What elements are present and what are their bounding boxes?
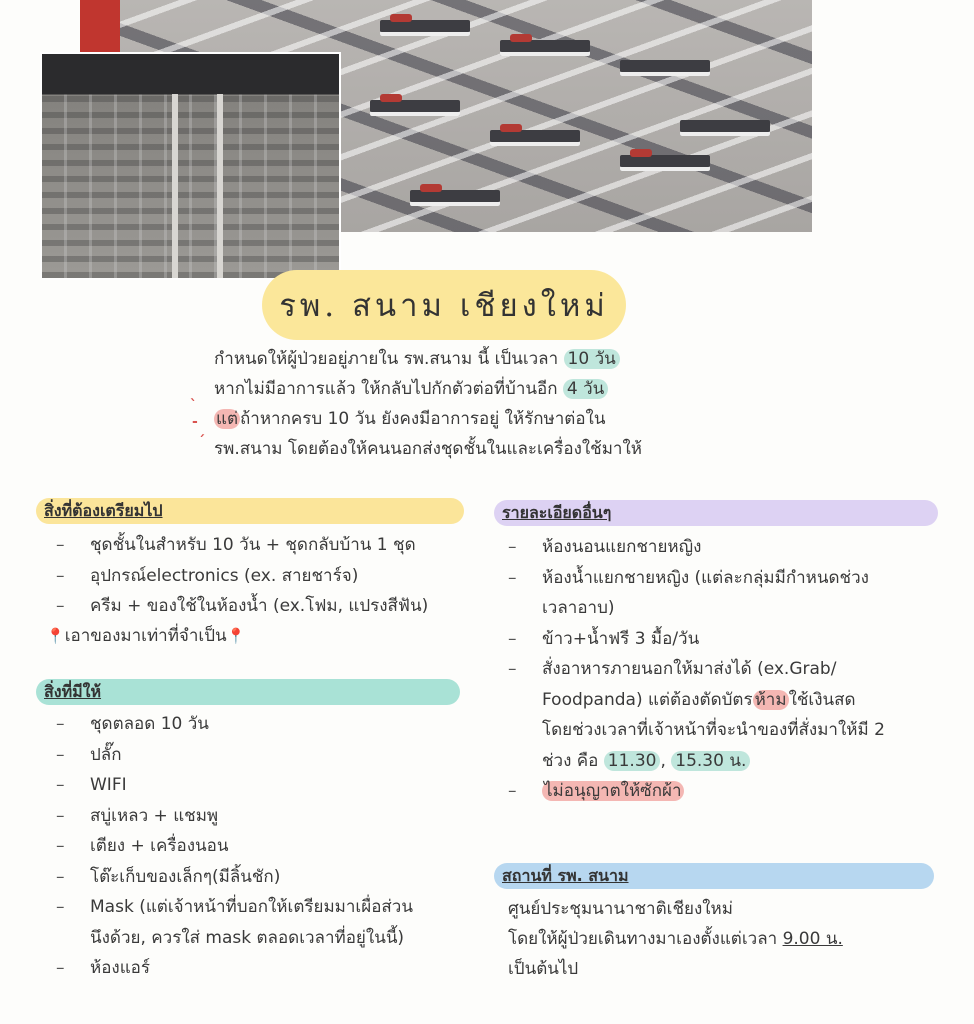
intro-line-3 — [214, 404, 774, 434]
location-details — [508, 894, 843, 984]
prepare-note — [46, 622, 245, 650]
bed-shape — [620, 155, 710, 171]
intro-line-1-text: กำหนดให้ผู้ป่วยอยู่ภายใน รพ.สนาม นี้ เป็นเวลา — [214, 349, 564, 369]
list-item: – WIFI — [56, 770, 413, 801]
but-highlight: แต่ — [216, 409, 238, 429]
intro-paragraph — [214, 344, 774, 464]
bed-shape — [680, 120, 770, 136]
map-pin-icon: 📍 — [46, 627, 65, 645]
delivery-time-1: 11.30 — [604, 751, 661, 771]
pillow-shape — [630, 149, 652, 157]
intro-line-1 — [214, 344, 774, 374]
pillow-shape — [380, 94, 402, 102]
list-item: – โต๊ะเก็บของเล็กๆ(มีลิ้นชัก) — [56, 862, 413, 893]
no-laundry-highlight: ไม่อนุญาตให้ซักผ้า — [544, 781, 682, 801]
food-order-line-2-end: ใช้เงินสด — [788, 689, 856, 710]
list-item — [508, 776, 885, 807]
forbidden-highlight: ห้าม — [754, 689, 787, 710]
food-order-line-3: โดยช่วงเวลาที่เจ้าหน้าที่จะนำของที่สั่งมาให้มี 2 — [542, 720, 885, 740]
pillow-shape — [390, 14, 412, 22]
venue-name: ศูนย์ประชุมนานาชาติเชียงใหม่ — [508, 899, 733, 919]
pillow-shape — [420, 184, 442, 192]
map-pin-icon: 📍 — [226, 627, 246, 645]
emphasis-mark: ˊ — [198, 434, 205, 450]
emphasis-mark: ˋ — [190, 398, 197, 414]
arrival-onward: เป็นต้นไป — [508, 959, 579, 979]
list-item — [508, 563, 885, 624]
list-item: – ครีม + ของใช้ในห้องน้ำ (ex.โฟม, แปรงสีฟัน) — [56, 591, 428, 622]
bed-shape — [410, 190, 500, 206]
pillow-shape — [500, 124, 522, 132]
prepare-note-text: เอาของมาเท่าที่จำเป็น — [64, 626, 227, 646]
other-details-heading: รายละเอียดอื่นๆ — [494, 500, 938, 526]
food-order-line-2: Foodpanda) แต่ต้องตัดบัตร — [542, 689, 753, 710]
provided-list — [56, 709, 413, 984]
bed-shape — [370, 100, 460, 116]
bed-shape — [620, 60, 710, 76]
location-heading: สถานที่ รพ. สนาม — [494, 863, 934, 889]
prepare-heading: สิ่งที่ต้องเตรียมไป — [36, 498, 464, 524]
list-item: – ชุดตลอด 10 วัน — [56, 709, 413, 740]
arrival-time: 9.00 น. — [782, 929, 843, 949]
bed-shape — [490, 130, 580, 146]
intro-line-2 — [214, 374, 774, 404]
delivery-time-2: 15.30 น. — [671, 751, 750, 771]
other-details-list — [508, 532, 885, 807]
page-title: รพ. สนาม เชียงใหม่ — [262, 270, 626, 340]
list-item: – เตียง + เครื่องนอน — [56, 831, 413, 862]
prepare-list — [56, 530, 428, 622]
intro-line-2-text: หากไม่มีอาการแล้ว ให้กลับไปกักตัวต่อที่บ้านอีก — [214, 379, 563, 399]
mask-item-text: Mask (แต่เจ้าหน้าที่บอกให้เตรียมมาเผื่อส่วน — [90, 897, 413, 917]
list-item: – ห้องแอร์ — [56, 953, 413, 984]
pillow-shape — [510, 34, 532, 42]
home-quarantine-highlight: 4 วัน — [563, 379, 608, 399]
partition-wall — [217, 94, 223, 278]
list-item — [508, 654, 885, 776]
time-separator: , — [660, 750, 672, 771]
list-item — [56, 892, 413, 953]
intro-line-3-text: ถ้าหากครบ 10 วัน ยังคงมีอาการอยู่ ให้รักษาต่อใน — [240, 409, 606, 429]
food-order-line-4: ช่วง คือ — [542, 750, 604, 771]
list-item: – ข้าว+น้ำฟรี 3 มื้อ/วัน — [508, 624, 885, 655]
provided-heading: สิ่งที่มีให้ — [36, 679, 460, 705]
intro-line-4: รพ.สนาม โดยต้องให้คนนอกส่งชุดชั้นในและเครื่องใช้มาให้ — [214, 439, 642, 459]
mask-item-continued: นึงด้วย, ควรใส่ mask ตลอดเวลาที่อยู่ในนี้) — [90, 927, 405, 948]
field-hospital-photo-hall — [40, 52, 341, 280]
bathroom-text: ห้องน้ำแยกชายหญิง (แต่ละกลุ่มมีกำหนดช่วง — [542, 567, 869, 588]
list-item: – อุปกรณ์electronics (ex. สายชาร์จ) — [56, 561, 428, 592]
bed-shape — [500, 40, 590, 56]
partition-wall — [172, 94, 178, 278]
food-order-text: สั่งอาหารภายนอกให้มาส่งได้ (ex.Grab/ — [542, 659, 837, 679]
list-item: – ชุดชั้นในสำหรับ 10 วัน + ชุดกลับบ้าน 1 ชุด — [56, 530, 428, 561]
stay-duration-highlight: 10 วัน — [564, 349, 620, 369]
bed-shape — [380, 20, 470, 36]
arrival-instructions — [508, 924, 843, 954]
list-item: – สบู่เหลว + แชมพู — [56, 801, 413, 832]
arrival-text: โดยให้ผู้ป่วยเดินทางมาเองตั้งแต่เวลา — [508, 929, 783, 949]
list-item: – ปลั๊ก — [56, 740, 413, 771]
list-item: – ห้องนอนแยกชายหญิง — [508, 532, 885, 563]
bathroom-text-continued: เวลาอาบ) — [542, 598, 615, 618]
red-wall-detail — [80, 0, 120, 55]
emphasis-mark: - — [192, 414, 198, 430]
